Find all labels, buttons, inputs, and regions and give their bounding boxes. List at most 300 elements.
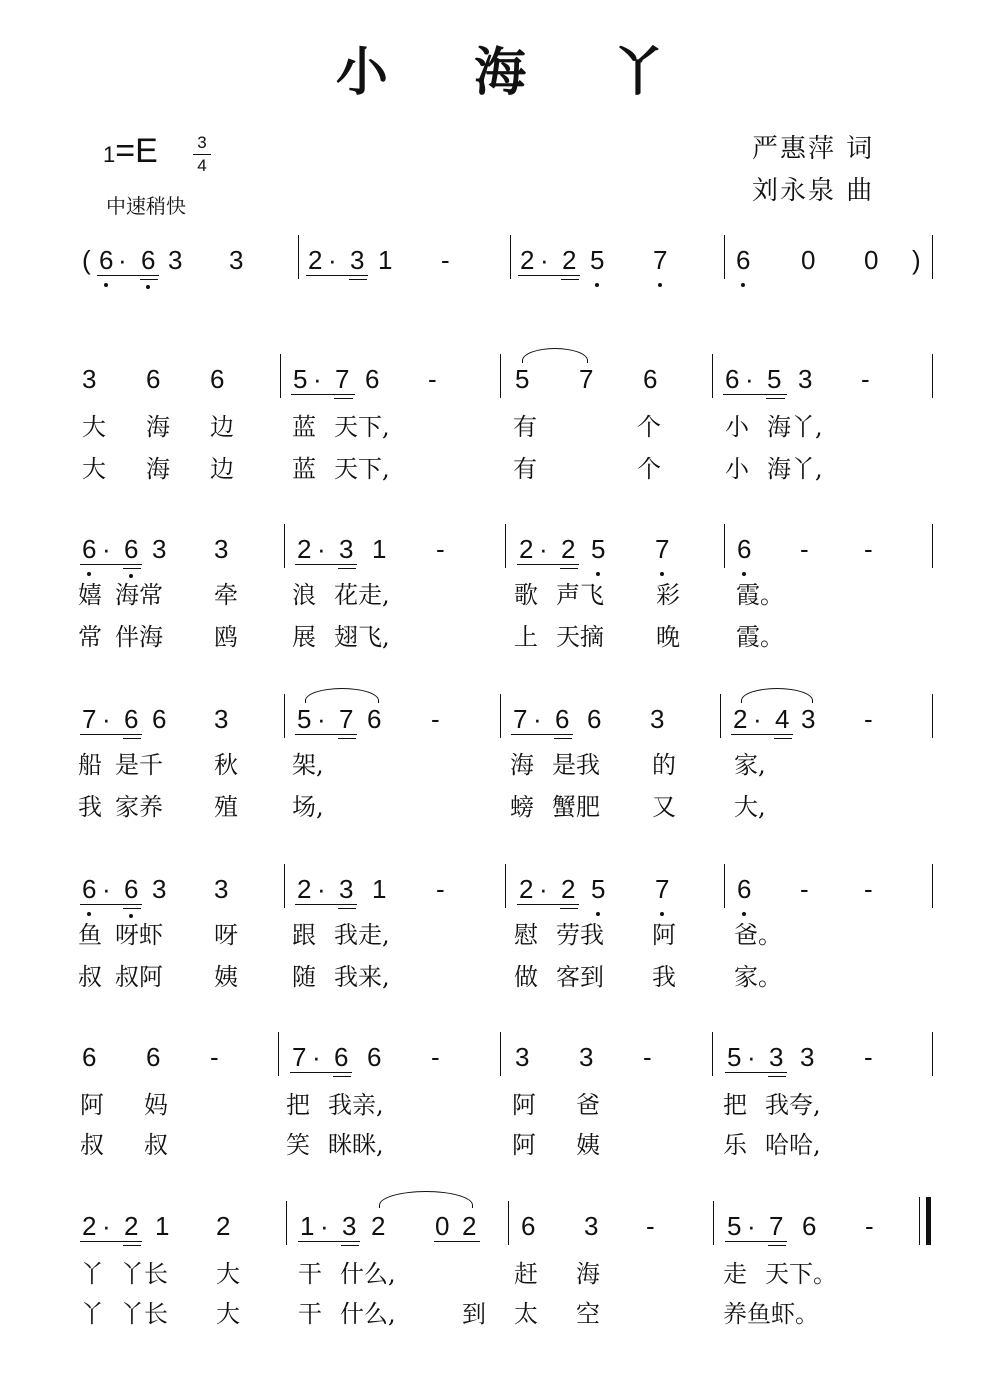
notation-row-4 <box>0 874 1000 924</box>
note: - <box>436 534 445 564</box>
double-underline <box>774 738 792 739</box>
note: - <box>800 874 809 904</box>
lyric-syllable: 我夸, <box>765 1091 821 1119</box>
note: 4 <box>775 704 790 734</box>
lyric-syllable: 爸。 <box>734 921 782 949</box>
low-octave-dot <box>87 912 91 916</box>
note: 2 <box>733 704 748 734</box>
lyric-syllable: 随 <box>292 963 316 991</box>
note: · <box>745 364 754 394</box>
lyric-syllable: 干 <box>298 1300 322 1328</box>
lyric-syllable: 大, <box>734 793 766 821</box>
lyric-syllable: 海丫, <box>767 455 823 483</box>
note: 3 <box>584 1211 599 1241</box>
meter-top: 3 <box>197 133 207 152</box>
note: - <box>800 534 809 564</box>
barline <box>932 694 933 738</box>
note: 6 <box>124 704 139 734</box>
note: 3 <box>152 534 167 564</box>
note: 6 <box>737 874 752 904</box>
lyric-syllable: 海 <box>510 751 534 779</box>
barline <box>284 694 285 738</box>
note: 6 <box>146 364 161 394</box>
note: 3 <box>339 874 354 904</box>
lyric-syllable: 声飞 <box>556 581 604 609</box>
lyric-syllable: 天下。 <box>765 1260 837 1288</box>
double-underline <box>768 1245 786 1246</box>
note: 7 <box>653 245 668 275</box>
note: 6 <box>82 874 97 904</box>
lyric-syllable: 叔 <box>144 1131 168 1159</box>
underline <box>517 904 579 905</box>
underline <box>434 1241 480 1242</box>
note: 6 <box>725 364 740 394</box>
barline <box>724 864 725 908</box>
lyric-syllable: 场, <box>292 793 324 821</box>
lyric-syllable: 眯眯, <box>328 1131 384 1159</box>
tie-slur <box>522 348 588 363</box>
note: · <box>312 1042 321 1072</box>
note: - <box>864 1042 873 1072</box>
lyric-syllable: 把 <box>286 1091 310 1119</box>
note: · <box>118 245 127 275</box>
note: - <box>431 704 440 734</box>
note: · <box>317 874 326 904</box>
note: ( <box>82 245 91 275</box>
lyric-syllable: 海丫, <box>767 413 823 441</box>
lyric-syllable: 爸 <box>576 1091 600 1119</box>
note: 2 <box>124 1211 139 1241</box>
lyric-syllable: 姨 <box>214 963 238 991</box>
barline <box>284 864 285 908</box>
double-underline <box>768 1076 786 1077</box>
song-title: 小 海 丫 <box>335 42 699 103</box>
note: 5 <box>727 1042 742 1072</box>
note: 0 <box>801 245 816 275</box>
note: 5 <box>767 364 782 394</box>
tempo-marking: 中速稍快 <box>106 194 186 218</box>
note: 3 <box>798 364 813 394</box>
lyric-syllable: 又 <box>652 793 676 821</box>
low-octave-dot <box>104 283 108 287</box>
note: 5 <box>591 874 606 904</box>
note: 3 <box>515 1042 530 1072</box>
double-underline <box>123 568 141 569</box>
lyric-syllable: 个 <box>637 455 661 483</box>
lyric-syllable: 小 <box>725 413 749 441</box>
note: 5 <box>297 704 312 734</box>
note: 5 <box>293 364 308 394</box>
note: 6 <box>334 1042 349 1072</box>
lyric-syllable: 太 <box>514 1300 538 1328</box>
note: · <box>540 245 549 275</box>
note: 0 <box>864 245 879 275</box>
note: 6 <box>643 364 658 394</box>
lyric-syllable: 天下, <box>334 413 390 441</box>
note: · <box>102 874 111 904</box>
note: 5 <box>590 245 605 275</box>
barline <box>932 235 933 279</box>
note: · <box>747 1211 756 1241</box>
note: - <box>441 245 450 275</box>
lyric-syllable: 大 <box>82 455 106 483</box>
note: 2 <box>462 1211 477 1241</box>
underline <box>291 394 355 395</box>
lyric-syllable: 叔阿 <box>115 963 163 991</box>
note: 1 <box>300 1211 315 1241</box>
note: 3 <box>214 874 229 904</box>
note: 6 <box>367 1042 382 1072</box>
lyric-syllable: 丫长 <box>120 1260 168 1288</box>
note: · <box>313 364 322 394</box>
lyric-syllable: 蓝 <box>292 455 316 483</box>
note: 6 <box>555 704 570 734</box>
notation-row-2 <box>0 534 1000 584</box>
note: 7 <box>655 874 670 904</box>
lyric-syllable: 我走, <box>334 921 390 949</box>
underline <box>295 904 357 905</box>
note: · <box>539 874 548 904</box>
lyric-syllable: 边 <box>210 413 234 441</box>
note: 3 <box>339 534 354 564</box>
note: 2 <box>297 534 312 564</box>
double-underline <box>140 279 158 280</box>
note: 2 <box>297 874 312 904</box>
note: 3 <box>800 1042 815 1072</box>
key-signature <box>103 132 158 171</box>
note: - <box>861 364 870 394</box>
barline <box>724 524 725 568</box>
lyric-syllable: 阿 <box>80 1091 104 1119</box>
double-underline <box>349 279 367 280</box>
note: 5 <box>727 1211 742 1241</box>
double-underline <box>123 1245 141 1246</box>
lyric-syllable: 晚 <box>656 623 680 651</box>
note: 7 <box>339 704 354 734</box>
double-underline <box>341 1245 359 1246</box>
notation-row-1 <box>0 364 1000 414</box>
underline <box>97 275 159 276</box>
note: 3 <box>168 245 183 275</box>
double-underline <box>338 568 356 569</box>
barline <box>505 864 506 908</box>
lyric-syllable: 姨 <box>576 1131 600 1159</box>
lyric-syllable: 哈哈, <box>765 1131 821 1159</box>
double-underline <box>561 279 579 280</box>
lyric-syllable: 花走, <box>334 581 390 609</box>
notation-row-5 <box>0 1042 1000 1092</box>
low-octave-dot <box>129 574 133 578</box>
note: 6 <box>146 1042 161 1072</box>
note: · <box>539 534 548 564</box>
note: - <box>646 1211 655 1241</box>
note: 5 <box>515 364 530 394</box>
note: - <box>428 364 437 394</box>
lyric-syllable: 呀 <box>214 921 238 949</box>
double-underline <box>560 908 578 909</box>
note: 6 <box>99 245 114 275</box>
lyric-syllable: 我亲, <box>328 1091 384 1119</box>
note: - <box>436 874 445 904</box>
lyric-syllable: 我 <box>78 793 102 821</box>
lyric-syllable: 笑 <box>286 1131 310 1159</box>
note: 0 <box>435 1211 450 1241</box>
double-underline <box>338 908 356 909</box>
notation-row-3 <box>0 704 1000 754</box>
lyric-syllable: 乐 <box>723 1131 747 1159</box>
low-octave-dot <box>129 914 133 918</box>
double-underline <box>560 568 578 569</box>
lyric-syllable: 牵 <box>214 581 238 609</box>
note: 6 <box>736 245 751 275</box>
barline <box>712 354 713 398</box>
note: 3 <box>342 1211 357 1241</box>
note: 6 <box>82 534 97 564</box>
lyric-syllable: 是千 <box>115 751 163 779</box>
lyric-syllable: 鱼 <box>78 921 102 949</box>
lyric-syllable: 慰 <box>514 921 538 949</box>
lyric-syllable: 我来, <box>334 963 390 991</box>
barline <box>286 1201 287 1245</box>
note: 3 <box>801 704 816 734</box>
lyric-syllable: 阿 <box>652 921 676 949</box>
composer-credit: 刘永泉 曲 <box>752 176 875 206</box>
lyric-syllable: 家。 <box>734 963 782 991</box>
note: 3 <box>152 874 167 904</box>
lyric-syllable: 有 <box>513 413 537 441</box>
underline <box>518 275 580 276</box>
lyric-syllable: 劳我 <box>556 921 604 949</box>
lyric-syllable: 螃 <box>510 793 534 821</box>
lyric-syllable: 鸥 <box>214 623 238 651</box>
note: 7 <box>335 364 350 394</box>
note: 5 <box>591 534 606 564</box>
barline <box>500 1032 501 1076</box>
barline <box>278 1032 279 1076</box>
underline <box>298 1241 360 1242</box>
lyric-syllable: 蟹肥 <box>552 793 600 821</box>
note: - <box>864 704 873 734</box>
note: 6 <box>521 1211 536 1241</box>
lyric-syllable: 做 <box>514 963 538 991</box>
note: 3 <box>214 704 229 734</box>
underline <box>306 275 368 276</box>
lyric-syllable: 嬉 <box>78 581 102 609</box>
lyric-syllable: 干 <box>298 1260 322 1288</box>
note: 6 <box>82 1042 97 1072</box>
note: 7 <box>655 534 670 564</box>
meter-bottom: 4 <box>197 156 207 175</box>
low-octave-dot <box>741 283 745 287</box>
note: 7 <box>292 1042 307 1072</box>
note: · <box>533 704 542 734</box>
lyric-syllable: 家, <box>734 751 766 779</box>
lyric-syllable: 赶 <box>514 1260 538 1288</box>
notation-row-6 <box>0 1211 1000 1261</box>
lyric-syllable: 丫 <box>80 1260 104 1288</box>
lyric-syllable: 船 <box>78 751 102 779</box>
lyric-syllable: 丫 <box>80 1300 104 1328</box>
intro-notation-row <box>0 245 1000 295</box>
note: 1 <box>372 534 387 564</box>
lyric-syllable: 叔 <box>78 963 102 991</box>
lyric-syllable: 霞。 <box>736 623 784 651</box>
note: 3 <box>650 704 665 734</box>
lyric-syllable: 的 <box>652 751 676 779</box>
double-underline <box>338 738 356 739</box>
note: - <box>431 1042 440 1072</box>
lyric-syllable: 阿 <box>512 1131 536 1159</box>
note: · <box>317 534 326 564</box>
note: · <box>102 534 111 564</box>
note: 7 <box>769 1211 784 1241</box>
key-equals: = <box>115 132 136 170</box>
tie-slur <box>741 688 813 703</box>
lyric-syllable: 大 <box>216 1260 240 1288</box>
lyric-syllable: 小 <box>725 455 749 483</box>
tie-slur <box>305 688 379 703</box>
note: 6 <box>124 874 139 904</box>
note: · <box>328 245 337 275</box>
underline <box>295 734 357 735</box>
lyric-syllable: 边 <box>210 455 234 483</box>
underline <box>511 734 573 735</box>
note: 2 <box>519 874 534 904</box>
lyric-syllable: 霞。 <box>736 581 784 609</box>
note: 6 <box>365 364 380 394</box>
lyric-syllable: 歌 <box>514 581 538 609</box>
double-underline <box>766 398 785 399</box>
note: 1 <box>155 1211 170 1241</box>
underline <box>80 1241 142 1242</box>
lyric-syllable: 阿 <box>512 1091 536 1119</box>
tie-slur <box>379 1191 473 1208</box>
note: 3 <box>350 245 365 275</box>
meter-bar <box>193 154 211 155</box>
lyric-syllable: 是我 <box>552 751 600 779</box>
low-octave-dot <box>742 572 746 576</box>
note: 3 <box>769 1042 784 1072</box>
note: - <box>865 1211 874 1241</box>
barline <box>500 694 501 738</box>
key-tonic: E <box>135 132 158 170</box>
barline <box>280 354 281 398</box>
lyric-syllable: 客到 <box>556 963 604 991</box>
lyric-syllable: 跟 <box>292 921 316 949</box>
barline <box>505 524 506 568</box>
note: 6 <box>367 704 382 734</box>
low-octave-dot <box>596 912 600 916</box>
final-barline-thick <box>926 1197 931 1245</box>
note: 2 <box>561 874 576 904</box>
lyric-syllable: 丫长 <box>120 1300 168 1328</box>
lyric-syllable: 把 <box>723 1091 747 1119</box>
note: 1 <box>372 874 387 904</box>
barline <box>712 1032 713 1076</box>
note: · <box>753 704 762 734</box>
lyric-syllable: 家养 <box>115 793 163 821</box>
lyric-syllable: 蓝 <box>292 413 316 441</box>
lyric-syllable: 什么, <box>340 1300 396 1328</box>
note: · <box>317 704 326 734</box>
lyric-syllable: 浪 <box>292 581 316 609</box>
lyric-syllable: 翅飞, <box>334 623 390 651</box>
note: 6 <box>802 1211 817 1241</box>
underline <box>80 564 142 565</box>
low-octave-dot <box>87 572 91 576</box>
lyric-syllable: 有 <box>513 455 537 483</box>
lyric-syllable: 殖 <box>214 793 238 821</box>
low-octave-dot <box>146 285 150 289</box>
low-octave-dot <box>742 912 746 916</box>
key-degree: 1 <box>103 142 116 167</box>
underline <box>731 734 793 735</box>
barline <box>510 235 511 279</box>
underline <box>725 1241 787 1242</box>
double-underline <box>333 1076 351 1077</box>
underline <box>517 564 579 565</box>
underline <box>723 394 787 395</box>
note: 1 <box>378 245 393 275</box>
barline <box>932 864 933 908</box>
note: - <box>864 534 873 564</box>
note: 6 <box>152 704 167 734</box>
note: 3 <box>82 364 97 394</box>
barline <box>284 524 285 568</box>
note: 7 <box>579 364 594 394</box>
note: 3 <box>229 245 244 275</box>
barline <box>298 235 299 279</box>
lyric-syllable: 上 <box>514 623 538 651</box>
lyric-syllable: 到 <box>462 1300 486 1328</box>
lyric-syllable: 天下, <box>334 455 390 483</box>
lyric-syllable: 大 <box>216 1300 240 1328</box>
note: · <box>102 1211 111 1241</box>
final-barline-thin <box>919 1197 920 1245</box>
lyric-syllable: 走 <box>723 1260 747 1288</box>
lyric-syllable: 彩 <box>656 581 680 609</box>
low-octave-dot <box>660 912 664 916</box>
double-underline <box>123 738 141 739</box>
lyric-syllable: 海 <box>576 1260 600 1288</box>
note: 6 <box>587 704 602 734</box>
double-underline <box>554 738 572 739</box>
note: · <box>102 704 111 734</box>
barline <box>713 1201 714 1245</box>
note: 7 <box>513 704 528 734</box>
note: - <box>864 874 873 904</box>
note: 2 <box>561 534 576 564</box>
low-octave-dot <box>660 572 664 576</box>
lyric-syllable: 海 <box>146 413 170 441</box>
lyric-syllable: 伴海 <box>115 623 163 651</box>
lyric-syllable: 海 <box>146 455 170 483</box>
note: ) <box>912 245 921 275</box>
lyricist-credit: 严惠萍 词 <box>752 134 875 164</box>
lyric-syllable: 叔 <box>80 1131 104 1159</box>
barline <box>932 1032 933 1076</box>
barline <box>724 235 725 279</box>
note: 6 <box>210 364 225 394</box>
note: 7 <box>82 704 97 734</box>
note: 2 <box>520 245 535 275</box>
underline <box>80 904 142 905</box>
barline <box>508 1201 509 1245</box>
note: 2 <box>519 534 534 564</box>
underline <box>290 1072 352 1073</box>
lyric-syllable: 常 <box>78 623 102 651</box>
low-octave-dot <box>596 572 600 576</box>
